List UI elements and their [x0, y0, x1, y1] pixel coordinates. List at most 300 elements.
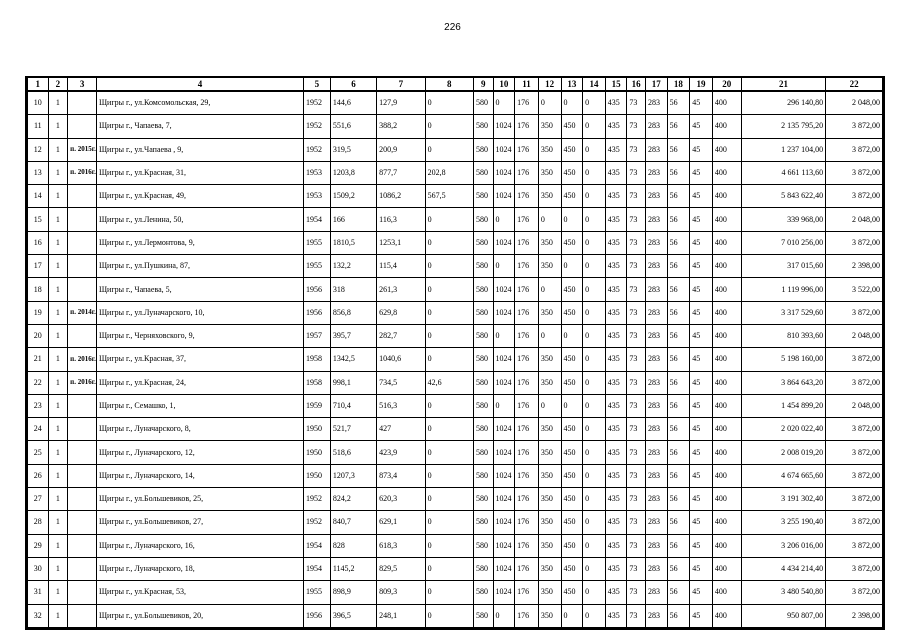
table-cell-col-21: 3 191 302,40 — [741, 488, 825, 511]
table-cell-col-6: 840,7 — [330, 511, 376, 534]
table-cell-col-4: Щигры г., ул.Красная, 37, — [96, 348, 303, 371]
table-cell-col-7: 115,4 — [377, 255, 425, 278]
table-cell-col-17: 283 — [645, 581, 667, 604]
table-cell-col-8: 0 — [425, 534, 473, 557]
table-cell-col-19: 45 — [690, 557, 713, 580]
table-cell-col-5: 1957 — [304, 324, 331, 347]
table-cell-col-15: 435 — [605, 488, 627, 511]
table-cell-col-7: 829,5 — [377, 557, 425, 580]
table-row — [28, 394, 883, 417]
table-cell-col-20: 400 — [712, 208, 741, 231]
table-cell-col-15: 435 — [605, 604, 627, 627]
table-cell-col-16: 73 — [627, 138, 646, 161]
table-cell-col-9: 580 — [473, 138, 493, 161]
table-cell-col-8: 42,6 — [425, 371, 473, 394]
table-cell-col-5: 1952 — [304, 488, 331, 511]
table-cell-col-20: 400 — [712, 185, 741, 208]
table-cell-col-7: 261,3 — [377, 278, 425, 301]
table-cell-col-4: Щигры г., ул.Красная, 49, — [96, 185, 303, 208]
table-cell-col-16: 73 — [627, 441, 646, 464]
table-cell-col-1: 29 — [28, 534, 49, 557]
table-cell-col-2: 1 — [48, 534, 68, 557]
table-cell-col-22: 3 522,00 — [826, 278, 883, 301]
table-cell-col-21: 3 864 643,20 — [741, 371, 825, 394]
table-row — [28, 301, 883, 324]
table-cell-col-18: 56 — [667, 348, 690, 371]
column-header-8: 8 — [425, 77, 473, 91]
table-cell-col-10: 1024 — [493, 464, 515, 487]
table-cell-col-18: 56 — [667, 278, 690, 301]
table-cell-col-16: 73 — [627, 255, 646, 278]
table-cell-col-8: 0 — [425, 138, 473, 161]
table-cell-col-22: 3 872,00 — [826, 441, 883, 464]
table-cell-col-19: 45 — [690, 324, 713, 347]
table-cell-col-2: 1 — [48, 138, 68, 161]
table-cell-col-11: 176 — [515, 138, 539, 161]
table-cell-col-5: 1952 — [304, 511, 331, 534]
table-cell-col-13: 450 — [561, 511, 583, 534]
table-cell-col-9: 580 — [473, 324, 493, 347]
table-cell-col-12: 350 — [538, 604, 561, 627]
table-cell-col-2: 1 — [48, 557, 68, 580]
table-cell-col-12: 0 — [538, 278, 561, 301]
table-cell-col-12: 350 — [538, 418, 561, 441]
table-cell-col-22: 2 398,00 — [826, 604, 883, 627]
table-cell-col-19: 45 — [690, 604, 713, 627]
table-cell-col-6: 856,8 — [330, 301, 376, 324]
table-cell-col-6: 1207,3 — [330, 464, 376, 487]
table-cell-col-1: 20 — [28, 324, 49, 347]
table-cell-col-22: 3 872,00 — [826, 161, 883, 184]
table-cell-col-14: 0 — [583, 324, 606, 347]
table-cell-col-10: 0 — [493, 604, 515, 627]
table-cell-col-14: 0 — [583, 534, 606, 557]
table-cell-col-9: 580 — [473, 534, 493, 557]
table-cell-col-2: 1 — [48, 185, 68, 208]
table-cell-col-13: 0 — [561, 208, 583, 231]
table-cell-col-8: 0 — [425, 278, 473, 301]
table-cell-col-20: 400 — [712, 557, 741, 580]
table-cell-col-6: 824,2 — [330, 488, 376, 511]
table-cell-col-1: 31 — [28, 581, 49, 604]
table-cell-col-5: 1956 — [304, 278, 331, 301]
table-cell-col-10: 1024 — [493, 278, 515, 301]
table-cell-col-19: 45 — [690, 394, 713, 417]
table-cell-col-14: 0 — [583, 231, 606, 254]
table-cell-col-15: 435 — [605, 581, 627, 604]
table-cell-col-3 — [68, 441, 97, 464]
table-cell-col-13: 450 — [561, 581, 583, 604]
table-cell-col-18: 56 — [667, 185, 690, 208]
table-cell-col-1: 23 — [28, 394, 49, 417]
table-cell-col-10: 1024 — [493, 488, 515, 511]
table-cell-col-8: 0 — [425, 581, 473, 604]
table-cell-col-15: 435 — [605, 255, 627, 278]
table-cell-col-6: 551,6 — [330, 115, 376, 138]
table-cell-col-21: 4 674 665,60 — [741, 464, 825, 487]
table-cell-col-15: 435 — [605, 534, 627, 557]
table-cell-col-22: 2 048,00 — [826, 324, 883, 347]
table-cell-col-21: 2 135 795,20 — [741, 115, 825, 138]
table-cell-col-18: 56 — [667, 371, 690, 394]
table-cell-col-3 — [68, 511, 97, 534]
table-cell-col-14: 0 — [583, 348, 606, 371]
table-cell-col-18: 56 — [667, 394, 690, 417]
table-cell-col-21: 339 968,00 — [741, 208, 825, 231]
table-cell-col-15: 435 — [605, 371, 627, 394]
table-cell-col-9: 580 — [473, 231, 493, 254]
table-cell-col-5: 1959 — [304, 394, 331, 417]
table-cell-col-13: 450 — [561, 138, 583, 161]
column-header-4: 4 — [96, 77, 303, 91]
table-cell-col-2: 1 — [48, 604, 68, 627]
table-row — [28, 464, 883, 487]
table-cell-col-7: 127,9 — [377, 91, 425, 115]
table-cell-col-4: Щигры г., ул.Красная, 31, — [96, 161, 303, 184]
table-cell-col-19: 45 — [690, 418, 713, 441]
column-header-18: 18 — [667, 77, 690, 91]
table-cell-col-1: 17 — [28, 255, 49, 278]
table-cell-col-2: 1 — [48, 511, 68, 534]
table-cell-col-16: 73 — [627, 371, 646, 394]
table-cell-col-18: 56 — [667, 604, 690, 627]
table-cell-col-12: 350 — [538, 371, 561, 394]
table-cell-col-4: Щигры г., ул.Большевиков, 27, — [96, 511, 303, 534]
table-cell-col-4: Щигры г., ул.Ленина, 50, — [96, 208, 303, 231]
table-cell-col-4: Щигры г., Луначарского, 12, — [96, 441, 303, 464]
table-cell-col-8: 0 — [425, 255, 473, 278]
table-cell-col-8: 0 — [425, 231, 473, 254]
table-row — [28, 371, 883, 394]
table-cell-col-10: 0 — [493, 255, 515, 278]
table-cell-col-12: 350 — [538, 185, 561, 208]
table-cell-col-9: 580 — [473, 278, 493, 301]
table-cell-col-19: 45 — [690, 464, 713, 487]
header-row — [28, 77, 883, 91]
table-cell-col-2: 1 — [48, 441, 68, 464]
table-cell-col-20: 400 — [712, 91, 741, 115]
table-cell-col-19: 45 — [690, 441, 713, 464]
table-cell-col-17: 283 — [645, 161, 667, 184]
table-cell-col-17: 283 — [645, 301, 667, 324]
repair-year-note: п. 2016г. — [70, 168, 96, 177]
table-cell-col-1: 10 — [28, 91, 49, 115]
table-cell-col-10: 0 — [493, 324, 515, 347]
table-cell-col-19: 45 — [690, 581, 713, 604]
table-cell-col-11: 176 — [515, 534, 539, 557]
table-cell-col-9: 580 — [473, 604, 493, 627]
table-cell-col-4: Щигры г., ул.Луначарского, 10, — [96, 301, 303, 324]
table-cell-col-7: 427 — [377, 418, 425, 441]
table-cell-col-4: Щигры г., ул.Большевиков, 25, — [96, 488, 303, 511]
table-row — [28, 581, 883, 604]
table-cell-col-15: 435 — [605, 231, 627, 254]
table-cell-col-2: 1 — [48, 231, 68, 254]
table-cell-col-18: 56 — [667, 418, 690, 441]
table-cell-col-19: 45 — [690, 161, 713, 184]
table-cell-col-16: 73 — [627, 231, 646, 254]
table-cell-col-9: 580 — [473, 161, 493, 184]
table-cell-col-9: 580 — [473, 91, 493, 115]
table-cell-col-1: 21 — [28, 348, 49, 371]
table-cell-col-9: 580 — [473, 115, 493, 138]
table-cell-col-7: 248,1 — [377, 604, 425, 627]
table-cell-col-22: 3 872,00 — [826, 557, 883, 580]
table-cell-col-9: 580 — [473, 255, 493, 278]
table-cell-col-13: 450 — [561, 464, 583, 487]
table-cell-col-14: 0 — [583, 371, 606, 394]
table-cell-col-15: 435 — [605, 301, 627, 324]
table-cell-col-11: 176 — [515, 581, 539, 604]
table-cell-col-3 — [68, 557, 97, 580]
table-cell-col-19: 45 — [690, 138, 713, 161]
table-cell-col-7: 1040,6 — [377, 348, 425, 371]
table-cell-col-3 — [68, 138, 97, 161]
table-cell-col-6: 898,9 — [330, 581, 376, 604]
table-cell-col-2: 1 — [48, 581, 68, 604]
table-cell-col-1: 24 — [28, 418, 49, 441]
table-cell-col-8: 0 — [425, 441, 473, 464]
page-number: 226 — [444, 22, 461, 33]
table-cell-col-11: 176 — [515, 464, 539, 487]
table-cell-col-21: 317 015,60 — [741, 255, 825, 278]
table-cell-col-18: 56 — [667, 581, 690, 604]
table-row — [28, 348, 883, 371]
table-cell-col-4: Щигры г., ул.Лермонтова, 9, — [96, 231, 303, 254]
table-cell-col-22: 3 872,00 — [826, 185, 883, 208]
table-cell-col-18: 56 — [667, 511, 690, 534]
table-cell-col-11: 176 — [515, 394, 539, 417]
table-cell-col-5: 1953 — [304, 185, 331, 208]
column-header-7: 7 — [377, 77, 425, 91]
table-cell-col-17: 283 — [645, 394, 667, 417]
table-cell-col-22: 3 872,00 — [826, 488, 883, 511]
table-cell-col-21: 810 393,60 — [741, 324, 825, 347]
table-cell-col-3 — [68, 91, 97, 115]
table-cell-col-6: 518,6 — [330, 441, 376, 464]
table-cell-col-21: 2 020 022,40 — [741, 418, 825, 441]
table-cell-col-4: Щигры г., Луначарского, 18, — [96, 557, 303, 580]
table-cell-col-16: 73 — [627, 324, 646, 347]
table-cell-col-1: 30 — [28, 557, 49, 580]
table-cell-col-10: 1024 — [493, 231, 515, 254]
table-cell-col-20: 400 — [712, 301, 741, 324]
table-cell-col-13: 450 — [561, 441, 583, 464]
table-cell-col-9: 580 — [473, 185, 493, 208]
table-cell-col-5: 1954 — [304, 557, 331, 580]
table-cell-col-16: 73 — [627, 464, 646, 487]
table-row — [28, 488, 883, 511]
column-header-9: 9 — [473, 77, 493, 91]
table-cell-col-2: 1 — [48, 488, 68, 511]
table-cell-col-22: 3 872,00 — [826, 348, 883, 371]
table-cell-col-19: 45 — [690, 278, 713, 301]
column-header-19: 19 — [690, 77, 713, 91]
table-cell-col-13: 450 — [561, 418, 583, 441]
table-cell-col-5: 1955 — [304, 255, 331, 278]
table-cell-col-11: 176 — [515, 348, 539, 371]
table-cell-col-16: 73 — [627, 91, 646, 115]
table-cell-col-20: 400 — [712, 161, 741, 184]
table-cell-col-2: 1 — [48, 255, 68, 278]
table-cell-col-21: 4 661 113,60 — [741, 161, 825, 184]
table-cell-col-4: Щигры г., Луначарского, 16, — [96, 534, 303, 557]
table-cell-col-10: 1024 — [493, 511, 515, 534]
table-cell-col-10: 0 — [493, 394, 515, 417]
column-header-20: 20 — [712, 77, 741, 91]
table-cell-col-3 — [68, 301, 97, 324]
table-cell-col-18: 56 — [667, 301, 690, 324]
table-cell-col-6: 166 — [330, 208, 376, 231]
table-cell-col-2: 1 — [48, 418, 68, 441]
table-cell-col-4: Щигры г., ул.Красная, 53, — [96, 581, 303, 604]
table-cell-col-3 — [68, 255, 97, 278]
table-cell-col-12: 0 — [538, 208, 561, 231]
table-cell-col-13: 450 — [561, 115, 583, 138]
table-cell-col-16: 73 — [627, 278, 646, 301]
table-row — [28, 604, 883, 627]
housing-table-wrapper — [25, 76, 885, 630]
table-cell-col-10: 1024 — [493, 371, 515, 394]
table-cell-col-2: 1 — [48, 278, 68, 301]
table-cell-col-1: 18 — [28, 278, 49, 301]
table-cell-col-3 — [68, 604, 97, 627]
table-cell-col-1: 26 — [28, 464, 49, 487]
table-cell-col-12: 0 — [538, 91, 561, 115]
table-cell-col-19: 45 — [690, 371, 713, 394]
table-cell-col-13: 0 — [561, 394, 583, 417]
table-cell-col-5: 1958 — [304, 348, 331, 371]
table-cell-col-17: 283 — [645, 278, 667, 301]
table-cell-col-14: 0 — [583, 394, 606, 417]
table-cell-col-4: Щигры г., Семашко, 1, — [96, 394, 303, 417]
table-cell-col-1: 27 — [28, 488, 49, 511]
table-cell-col-9: 580 — [473, 441, 493, 464]
table-cell-col-16: 73 — [627, 418, 646, 441]
table-cell-col-16: 73 — [627, 115, 646, 138]
table-cell-col-12: 350 — [538, 488, 561, 511]
column-header-21: 21 — [741, 77, 825, 91]
table-cell-col-4: Щигры г., Луначарского, 8, — [96, 418, 303, 441]
table-cell-col-8: 202,8 — [425, 161, 473, 184]
table-cell-col-5: 1956 — [304, 301, 331, 324]
table-cell-col-3 — [68, 185, 97, 208]
table-cell-col-15: 435 — [605, 557, 627, 580]
table-cell-col-18: 56 — [667, 464, 690, 487]
table-cell-col-20: 400 — [712, 534, 741, 557]
table-cell-col-21: 4 434 214,40 — [741, 557, 825, 580]
table-cell-col-20: 400 — [712, 581, 741, 604]
table-cell-col-13: 450 — [561, 278, 583, 301]
table-cell-col-21: 3 206 016,00 — [741, 534, 825, 557]
column-header-2: 2 — [48, 77, 68, 91]
table-cell-col-6: 396,5 — [330, 604, 376, 627]
table-cell-col-7: 629,1 — [377, 511, 425, 534]
table-cell-col-3 — [68, 115, 97, 138]
table-cell-col-22: 3 872,00 — [826, 371, 883, 394]
table-cell-col-10: 1024 — [493, 534, 515, 557]
table-cell-col-20: 400 — [712, 115, 741, 138]
table-cell-col-19: 45 — [690, 185, 713, 208]
table-cell-col-18: 56 — [667, 534, 690, 557]
table-cell-col-13: 450 — [561, 371, 583, 394]
table-cell-col-16: 73 — [627, 557, 646, 580]
table-row — [28, 138, 883, 161]
table-row — [28, 115, 883, 138]
table-cell-col-1: 12 — [28, 138, 49, 161]
table-cell-col-5: 1950 — [304, 441, 331, 464]
table-cell-col-20: 400 — [712, 394, 741, 417]
table-cell-col-9: 580 — [473, 418, 493, 441]
table-cell-col-12: 350 — [538, 348, 561, 371]
table-cell-col-13: 0 — [561, 91, 583, 115]
table-cell-col-22: 2 398,00 — [826, 255, 883, 278]
table-cell-col-10: 1024 — [493, 161, 515, 184]
table-cell-col-14: 0 — [583, 161, 606, 184]
table-cell-col-1: 15 — [28, 208, 49, 231]
table-cell-col-2: 1 — [48, 324, 68, 347]
table-cell-col-11: 176 — [515, 301, 539, 324]
table-cell-col-5: 1952 — [304, 115, 331, 138]
table-cell-col-17: 283 — [645, 115, 667, 138]
table-cell-col-13: 450 — [561, 348, 583, 371]
table-cell-col-17: 283 — [645, 488, 667, 511]
table-cell-col-19: 45 — [690, 301, 713, 324]
table-cell-col-22: 2 048,00 — [826, 394, 883, 417]
table-cell-col-18: 56 — [667, 255, 690, 278]
table-cell-col-20: 400 — [712, 278, 741, 301]
table-cell-col-14: 0 — [583, 441, 606, 464]
table-cell-col-4: Щигры г., ул.Чапаева , 9, — [96, 138, 303, 161]
table-row — [28, 324, 883, 347]
table-cell-col-22: 2 048,00 — [826, 91, 883, 115]
table-cell-col-8: 0 — [425, 511, 473, 534]
table-cell-col-20: 400 — [712, 418, 741, 441]
table-cell-col-19: 45 — [690, 208, 713, 231]
table-cell-col-11: 176 — [515, 115, 539, 138]
table-cell-col-14: 0 — [583, 115, 606, 138]
table-cell-col-6: 318 — [330, 278, 376, 301]
table-cell-col-3 — [68, 394, 97, 417]
table-cell-col-3 — [68, 534, 97, 557]
table-cell-col-7: 282,7 — [377, 324, 425, 347]
table-cell-col-4: Щигры г., Чапаева, 5, — [96, 278, 303, 301]
table-cell-col-3 — [68, 324, 97, 347]
table-cell-col-17: 283 — [645, 511, 667, 534]
table-cell-col-13: 450 — [561, 557, 583, 580]
table-cell-col-4: Щигры г., Чапаева, 7, — [96, 115, 303, 138]
table-cell-col-7: 734,5 — [377, 371, 425, 394]
table-cell-col-22: 3 872,00 — [826, 581, 883, 604]
table-cell-col-15: 435 — [605, 161, 627, 184]
table-cell-col-13: 0 — [561, 324, 583, 347]
table-cell-col-20: 400 — [712, 255, 741, 278]
table-cell-col-8: 0 — [425, 488, 473, 511]
table-cell-col-2: 1 — [48, 348, 68, 371]
table-cell-col-7: 116,3 — [377, 208, 425, 231]
table-cell-col-21: 3 255 190,40 — [741, 511, 825, 534]
table-cell-col-13: 450 — [561, 185, 583, 208]
table-cell-col-1: 22 — [28, 371, 49, 394]
table-cell-col-9: 580 — [473, 371, 493, 394]
table-cell-col-17: 283 — [645, 464, 667, 487]
table-cell-col-14: 0 — [583, 557, 606, 580]
table-cell-col-6: 395,7 — [330, 324, 376, 347]
table-cell-col-14: 0 — [583, 138, 606, 161]
table-cell-col-16: 73 — [627, 394, 646, 417]
column-header-16: 16 — [627, 77, 646, 91]
table-cell-col-11: 176 — [515, 324, 539, 347]
